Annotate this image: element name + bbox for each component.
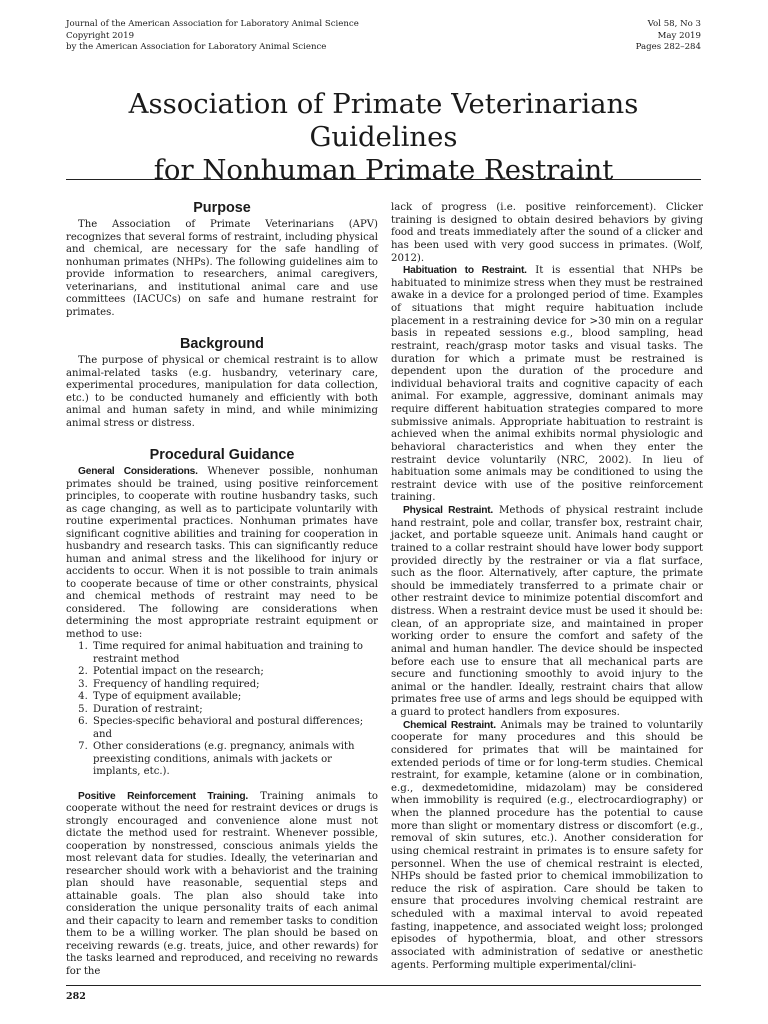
procedural-guidance-heading: Procedural Guidance — [149, 447, 295, 463]
purpose-heading: Purpose — [193, 200, 251, 216]
list-item: 4. Type of equipment available; — [91, 691, 378, 704]
list-item: 5. Duration of restraint; — [91, 704, 378, 717]
chemical-restraint-paragraph — [391, 720, 703, 973]
journal-info — [66, 19, 359, 54]
general-considerations-label: General Considerations. — [78, 466, 198, 477]
general-considerations-text: Whenever possible, nonhuman primates should be trained, using positive reinforcement principles, to cooperate with routine husbandry tasks, such as cage changing, as well as to participate voluntarily with routine experimental practices. Nonhuman primates have significant cognitive abilities and training for cooperation in husbandry and research tasks. This can significantly reduce human and animal stress and the likelihood for injury or accidents to occur. When it is not possible to train animals to cooperate because of time or other constraints, physical and chemical methods of restraint may need to be considered. The following are considerations when determining the most appropriate restraint equipment or method to use: — [66, 466, 379, 640]
habituation-paragraph — [391, 265, 703, 505]
volume-number: Vol 58, No 3 — [647, 19, 701, 29]
right-column — [391, 202, 703, 972]
title-line-2: for Nonhuman Primate Restraint — [153, 154, 614, 186]
background-heading: Background — [180, 336, 264, 352]
considerations-list — [66, 641, 378, 779]
title-divider — [66, 179, 701, 180]
title-line-1: Association of Primate Veterinarians Guidelines — [128, 88, 639, 153]
purpose-paragraph: The Association of Primate Veterinarians (APV) recognizes that several forms of restraint, including physical and chemical, are necessary for the safe handling of nonhuman primates (NHPs). The following guidelines aim to provide information to researchers, animal caregivers, veterinarians, and institutional animal care and use committees (IACUCs) on safe and humane restraint for primates. — [66, 219, 378, 318]
page-range: Pages 282–284 — [635, 42, 701, 53]
footer-divider — [66, 985, 701, 986]
positive-reinforcement-paragraph — [66, 791, 378, 979]
positive-reinforcement-text: Training animals to cooperate without the need for restraint devices or drugs is strongly encouraged and convenience alone must not dictate the method used for restraint. Whenever possible, cooperation by nonstressed, conscious animals yields the most relevant data for studies. Ideally, the veterinarian and researcher should work with a behaviorist and the training plan should have reasonable, sequential steps and attainable goals. The plan also should take into consideration the unique personality traits of each animal and their capacity to learn and remember tasks to condition them to be a willing worker. The plan should be based on receiving rewards (e.g. treats, juice, and other rewards) for the tasks learned and reproduced, and receiving no rewards for the — [66, 790, 379, 977]
issue-info — [636, 19, 701, 54]
chemical-restraint-text: Animals may be trained to voluntarily cooperate for many procedures and this should be considered for primates that will be maintained for extended periods of time or for long-term studies. Chemical restraint, for example, ketamine (alone or in combination, e.g., dexmedetomidine, midazolam) may be considered when immobility is required (e.g., electrocardiography) or when the planned procedure has the potential to cause more than slight or momentary distress or discomfort (e.g., removal of skin sutures, etc.). Another consideration for using chemical restraint in primates is to ensure safety for personnel. When the use of chemical restraint is elected, NHPs should be fasted prior to chemical immobilization to reduce the risk of aspiration. Care should be taken to ensure that procedures involving chemical restraint are scheduled with a maximal interval to avoid repeated fasting, inappetence, and associated weight loss; prolonged episodes of hypothermia, bloat, and other stressors associated with administration of sedative or anesthetic agents. Performing multiple experimental/clini- — [391, 719, 703, 971]
physical-restraint-text: Methods of physical restraint include hand restraint, pole and collar, transfer box, restraint chair, jacket, and portable squeeze unit. Animals hand caught or trained to a collar restraint should have lower body support provided directly by the restrainer or via a flat surface, such as the floor. Alternatively, after capture, the primate should be immediately transferred to a primate chair or other restraint device to minimize potential discomfort and distress. When a restraint device must be used it should be: clean, of an appropriate size, and maintained in proper working order to ensure the comfort and safety of the animal and human handler. The device should be inspected before each use to ensure that all mechanical parts are secure and functioning smoothly to avoid injury to the animal or the handler. Ideally, restraint chairs that allow primates free use of arms and legs should be equipped with a guard to protect handlers from exposures. — [391, 505, 703, 718]
habituation-label: Habituation to Restraint. — [403, 265, 527, 277]
copyright-line: Copyright 2019 — [66, 30, 135, 41]
left-column — [66, 199, 378, 978]
journal-name: Journal of the American Association for Laboratory Animal Science — [66, 19, 359, 29]
issue-date: May 2019 — [657, 30, 701, 41]
habituation-text: It is essential that NHPs be habituated to minimize stress when they must be restrained awake in a device for a prolonged period of time. Examples of situations that might require habituation include placement in a restraining device for >30 min on a regular basis in repeated sessions e.g., blood sampling, head restraint, reach/grasp motor tasks and visual tasks. The duration for which a primate must be restrained is dependent upon the duration of the procedure and individual behavioral traits and cognitive capacity of each animal. For example, aggressive, dominant animals may require different habituation strategies compared to more submissive animals. Appropriate habituation to restraint is achieved when the animal exhibits normal physiologic and behavioral characteristics and when they enter the restraint device voluntarily (NRC, 2002). In lieu of habituation some animals may be conditioned to using the restraint device with use of the positive reinforcement training. — [391, 265, 703, 504]
article-title — [66, 88, 701, 187]
positive-reinforcement-label: Positive Reinforcement Training. — [78, 790, 249, 802]
publisher-line: by the American Association for Laboratory Animal Science — [66, 42, 327, 53]
list-item: 7. Other considerations (e.g. pregnancy, animals with preexisting conditions, animals with jackets or implants, etc.). — [91, 741, 378, 779]
page-number: 282 — [66, 991, 86, 1002]
list-item: 3. Frequency of handling required; — [91, 679, 378, 692]
list-item: 1. Time required for animal habituation and training to restraint method — [91, 641, 378, 666]
physical-restraint-label: Physical Restraint. — [403, 505, 494, 516]
positive-reinforcement-continued: lack of progress (i.e. positive reinforcement). Clicker training is designed to obtain desired behaviors by giving food and treats immediately after the sound of a clicker and has been used with very good success in primates. (Wolf, 2012). — [391, 202, 703, 264]
general-considerations-paragraph — [66, 466, 378, 641]
list-item: 2. Potential impact on the research; — [91, 666, 378, 679]
list-item: 6. Species-specific behavioral and postural differences; and — [91, 716, 378, 741]
physical-restraint-paragraph — [391, 505, 703, 720]
chemical-restraint-label: Chemical Restraint. — [403, 719, 496, 731]
background-paragraph: The purpose of physical or chemical restraint is to allow animal-related tasks (e.g. husbandry, veterinary care, experimental procedures, manipulation for data collection, etc.) to be conducted humanely and efficiently with both animal and human safety in mind, and while minimizing animal stress or distress. — [66, 355, 378, 429]
journal-header — [66, 19, 701, 55]
